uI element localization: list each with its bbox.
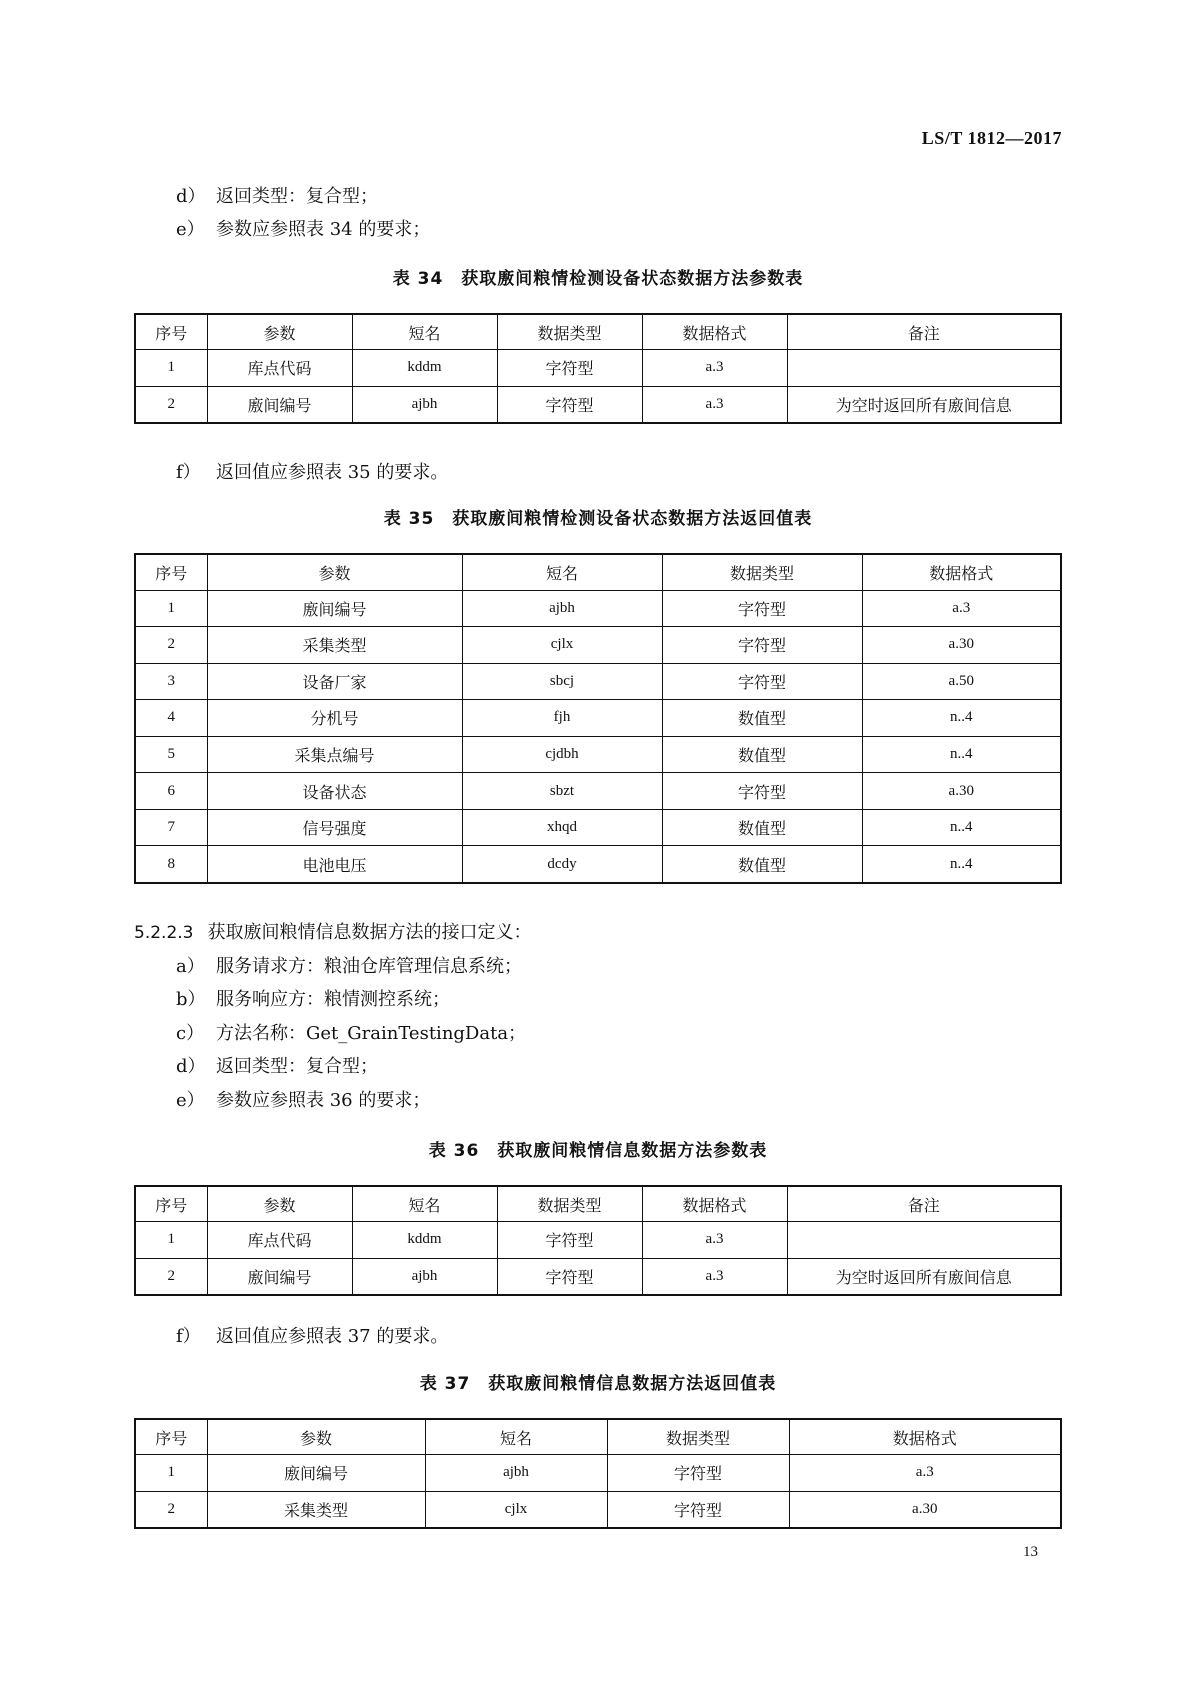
table-cell: a.30 — [862, 773, 1061, 810]
header-cell: 参数 — [207, 554, 462, 590]
list-marker: f） — [176, 462, 201, 483]
table-cell: ajbh — [352, 386, 497, 423]
header-cell: 参数 — [207, 314, 352, 350]
header-cell: 数据格式 — [862, 554, 1061, 590]
table-cell: 8 — [135, 846, 207, 883]
list-item-e — [176, 215, 430, 241]
table-cell: 5 — [135, 736, 207, 773]
list-item-c — [176, 1019, 526, 1045]
table-cell: cjlx — [462, 627, 662, 664]
header-cell: 数据类型 — [607, 1419, 789, 1455]
list-text: 返回类型：复合型； — [216, 186, 378, 207]
table-cell: a.3 — [862, 590, 1061, 627]
table-cell: xhqd — [462, 809, 662, 846]
header-cell: 序号 — [135, 1186, 207, 1222]
list-item-b — [176, 985, 450, 1011]
header-cell: 数据格式 — [642, 1186, 787, 1222]
table-34 — [134, 313, 1062, 424]
table-34-caption: 表 34 获取廒间粮情检测设备状态数据方法参数表 — [392, 269, 804, 289]
list-item-d — [176, 1052, 378, 1078]
table-cell: 为空时返回所有廒间信息 — [787, 386, 1061, 423]
table-cell: 2 — [135, 1491, 207, 1528]
table-row — [135, 1258, 1061, 1295]
list-text: 参数应参照表 34 的要求； — [216, 219, 431, 240]
table-cell: 字符型 — [662, 590, 862, 627]
table-cell: a.3 — [789, 1455, 1061, 1491]
table-row — [135, 1222, 1061, 1258]
header-cell: 短名 — [462, 554, 662, 590]
table-cell: a.50 — [862, 663, 1061, 700]
list-marker: a） — [176, 956, 205, 977]
table-cell — [787, 350, 1061, 386]
list-text: 方法名称：Get_GrainTestingData； — [216, 1023, 527, 1044]
header-cell: 数据格式 — [642, 314, 787, 350]
header-cell: 备注 — [787, 314, 1061, 350]
table-cell: a.3 — [642, 386, 787, 423]
table-row — [135, 846, 1061, 883]
header-cell: 序号 — [135, 554, 207, 590]
list-item-d — [176, 182, 378, 208]
table-cell: ajbh — [462, 590, 662, 627]
list-item-a — [176, 952, 522, 978]
table-cell: 字符型 — [497, 350, 642, 386]
table-cell: ajbh — [425, 1455, 607, 1491]
header-cell: 数据类型 — [497, 1186, 642, 1222]
header-cell: 数据格式 — [789, 1419, 1061, 1455]
table-header-row — [135, 1186, 1061, 1222]
table-cell: 库点代码 — [207, 1222, 352, 1258]
list-text: 返回值应参照表 35 的要求。 — [216, 462, 449, 483]
list-marker: e） — [176, 1090, 205, 1111]
table-cell: n..4 — [862, 700, 1061, 737]
table-cell: 采集点编号 — [207, 736, 462, 773]
table-cell: 采集类型 — [207, 1491, 425, 1528]
list-text: 服务请求方：粮油仓库管理信息系统； — [216, 956, 522, 977]
section-number: 5.2.2.3 — [134, 923, 194, 943]
table-header-row — [135, 314, 1061, 350]
header-cell: 数据类型 — [662, 554, 862, 590]
header-cell: 参数 — [207, 1186, 352, 1222]
table-cell: 1 — [135, 1455, 207, 1491]
table-cell: 字符型 — [662, 773, 862, 810]
list-marker: d） — [176, 186, 206, 207]
table-cell: 为空时返回所有廒间信息 — [787, 1258, 1061, 1295]
table-row — [135, 663, 1061, 700]
table-row — [135, 1491, 1061, 1528]
table-cell: a.3 — [642, 1222, 787, 1258]
list-text: 参数应参照表 36 的要求； — [216, 1090, 431, 1111]
table-row — [135, 1455, 1061, 1491]
table-cell: fjh — [462, 700, 662, 737]
list-text: 服务响应方：粮情测控系统； — [216, 989, 450, 1010]
list-item-f — [176, 1322, 448, 1348]
header-cell: 序号 — [135, 314, 207, 350]
list-marker: d） — [176, 1056, 206, 1077]
table-cell: 7 — [135, 809, 207, 846]
table-cell: 字符型 — [497, 1222, 642, 1258]
table-cell: 字符型 — [607, 1455, 789, 1491]
list-item-f — [176, 458, 448, 484]
table-cell: 数值型 — [662, 700, 862, 737]
table-cell: sbzt — [462, 773, 662, 810]
table-row — [135, 350, 1061, 386]
table-cell: 2 — [135, 627, 207, 664]
table-cell: 字符型 — [662, 663, 862, 700]
list-marker: e） — [176, 219, 205, 240]
table-35-caption: 表 35 获取廒间粮情检测设备状态数据方法返回值表 — [383, 509, 813, 529]
table-cell — [787, 1222, 1061, 1258]
table-cell: 1 — [135, 350, 207, 386]
table-cell: 2 — [135, 386, 207, 423]
table-cell: 廒间编号 — [207, 386, 352, 423]
table-cell: kddm — [352, 1222, 497, 1258]
table-cell: 数值型 — [662, 809, 862, 846]
list-text: 返回值应参照表 37 的要求。 — [216, 1326, 449, 1347]
table-row — [135, 736, 1061, 773]
table-cell: 信号强度 — [207, 809, 462, 846]
list-marker: f） — [176, 1326, 201, 1347]
table-cell: 廒间编号 — [207, 1455, 425, 1491]
table-cell: dcdy — [462, 846, 662, 883]
section-heading — [134, 918, 531, 944]
table-cell: 廒间编号 — [207, 1258, 352, 1295]
table-cell: 廒间编号 — [207, 590, 462, 627]
table-35 — [134, 553, 1062, 884]
table-cell: 分机号 — [207, 700, 462, 737]
table-row — [135, 386, 1061, 423]
list-text: 返回类型：复合型； — [216, 1056, 378, 1077]
table-cell: 字符型 — [662, 627, 862, 664]
table-header-row — [135, 1419, 1061, 1455]
table-cell: 采集类型 — [207, 627, 462, 664]
table-cell: a.3 — [642, 1258, 787, 1295]
table-cell: 设备状态 — [207, 773, 462, 810]
table-cell: 1 — [135, 590, 207, 627]
table-cell: 字符型 — [497, 386, 642, 423]
header-cell: 短名 — [352, 1186, 497, 1222]
table-cell: 库点代码 — [207, 350, 352, 386]
table-cell: n..4 — [862, 809, 1061, 846]
table-cell: cjdbh — [462, 736, 662, 773]
table-row — [135, 627, 1061, 664]
table-cell: 3 — [135, 663, 207, 700]
table-36 — [134, 1185, 1062, 1296]
standard-code-header: LS/T 1812—2017 — [921, 128, 1062, 148]
list-marker: b） — [176, 989, 206, 1010]
table-cell: ajbh — [352, 1258, 497, 1295]
table-cell: sbcj — [462, 663, 662, 700]
table-cell: 1 — [135, 1222, 207, 1258]
table-cell: 数值型 — [662, 846, 862, 883]
header-cell: 参数 — [207, 1419, 425, 1455]
header-cell: 短名 — [352, 314, 497, 350]
table-cell: 字符型 — [497, 1258, 642, 1295]
list-marker: c） — [176, 1023, 205, 1044]
table-row — [135, 809, 1061, 846]
table-header-row — [135, 554, 1061, 590]
table-cell: 2 — [135, 1258, 207, 1295]
header-cell: 数据类型 — [497, 314, 642, 350]
section-title: 获取廒间粮情信息数据方法的接口定义： — [207, 922, 532, 943]
table-cell: 4 — [135, 700, 207, 737]
table-37-caption: 表 37 获取廒间粮情信息数据方法返回值表 — [419, 1374, 777, 1394]
list-item-e — [176, 1086, 430, 1112]
header-cell: 备注 — [787, 1186, 1061, 1222]
table-cell: 电池电压 — [207, 846, 462, 883]
table-cell: 字符型 — [607, 1491, 789, 1528]
table-cell: 6 — [135, 773, 207, 810]
table-cell: a.3 — [642, 350, 787, 386]
table-cell: cjlx — [425, 1491, 607, 1528]
table-row — [135, 700, 1061, 737]
table-cell: kddm — [352, 350, 497, 386]
table-row — [135, 590, 1061, 627]
table-36-caption: 表 36 获取廒间粮情信息数据方法参数表 — [428, 1141, 768, 1161]
table-cell: n..4 — [862, 846, 1061, 883]
header-cell: 短名 — [425, 1419, 607, 1455]
table-cell: 数值型 — [662, 736, 862, 773]
table-cell: a.30 — [789, 1491, 1061, 1528]
table-cell: n..4 — [862, 736, 1061, 773]
table-cell: a.30 — [862, 627, 1061, 664]
table-37 — [134, 1418, 1062, 1529]
page-number: 13 — [1023, 1544, 1038, 1560]
table-cell: 设备厂家 — [207, 663, 462, 700]
header-cell: 序号 — [135, 1419, 207, 1455]
table-row — [135, 773, 1061, 810]
